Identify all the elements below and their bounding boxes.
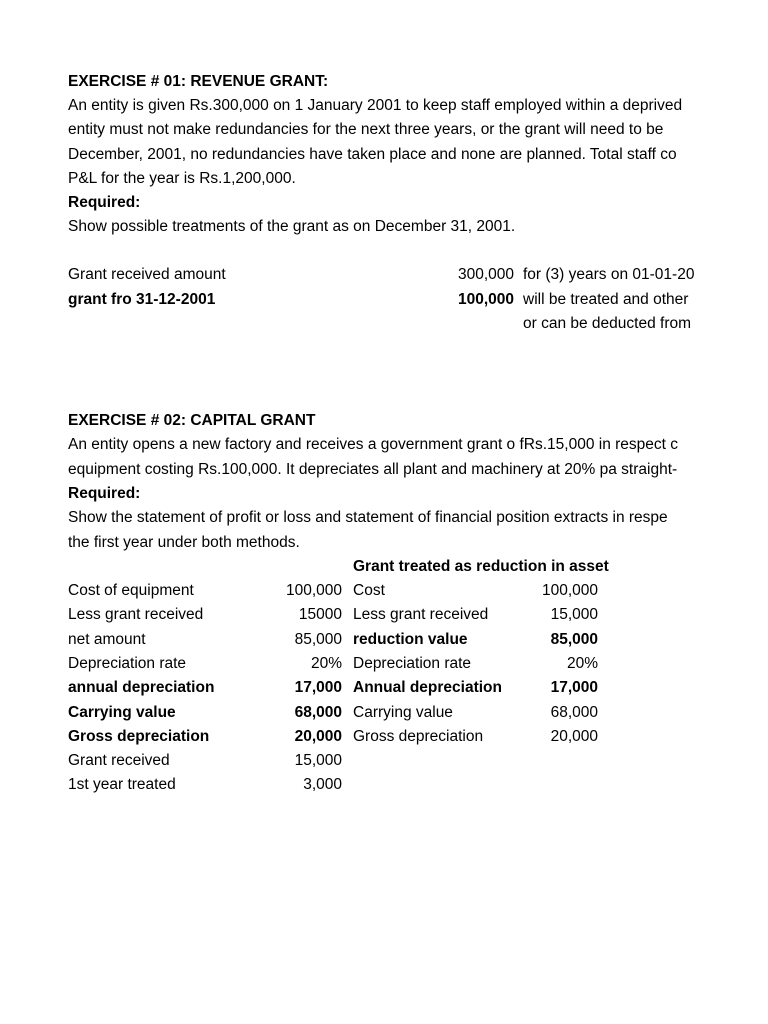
right-table-label: Carrying value xyxy=(353,704,453,721)
right-table-label: Annual depreciation xyxy=(353,679,502,696)
left-table-value: 100,000 xyxy=(285,582,342,599)
grant-period-label: grant fro 31-12-2001 xyxy=(68,291,216,308)
right-table-label: Depreciation rate xyxy=(353,655,472,672)
right-table-label: Gross depreciation xyxy=(353,728,484,745)
exercise1-paragraph-line: December, 2001, no redundancies have taken place and none are planned. Total staff co xyxy=(68,146,677,163)
left-table-label: net amount xyxy=(68,631,146,648)
right-table-label: Less grant received xyxy=(353,606,489,623)
left-table-label: 1st year treated xyxy=(68,776,176,793)
right-table-value: 15,000 xyxy=(550,606,598,623)
right-table-value: 20,000 xyxy=(550,728,598,745)
left-table-value: 85,000 xyxy=(294,631,342,648)
left-table-value: 20% xyxy=(310,655,342,672)
grant-received-value: 300,000 xyxy=(457,266,514,283)
exercise2-required-text: the first year under both methods. xyxy=(68,534,300,551)
exercise1-required-text: Show possible treatments of the grant as on December 31, 2001. xyxy=(68,218,516,235)
left-table-value: 68,000 xyxy=(294,704,342,721)
grant-period-value: 100,000 xyxy=(457,291,514,308)
left-table-value: 15,000 xyxy=(294,752,342,769)
exercise2-paragraph-line: equipment costing Rs.100,000. It depreciates all plant and machinery at 20% pa straight- xyxy=(68,461,678,478)
right-table-value: 85,000 xyxy=(550,631,598,648)
right-table-label: reduction value xyxy=(353,631,468,648)
left-table-label: Less grant received xyxy=(68,606,204,623)
left-table-label: Gross depreciation xyxy=(68,728,210,745)
grant-received-label: Grant received amount xyxy=(68,266,226,283)
left-table-value: 3,000 xyxy=(303,776,342,793)
right-table-value: 20% xyxy=(566,655,598,672)
right-table-value: 17,000 xyxy=(550,679,598,696)
exercise1-paragraph-line: An entity is given Rs.300,000 on 1 January 2001 to keep staff employed within a deprived xyxy=(68,97,683,114)
reduction-method-heading: Grant treated as reduction in asset xyxy=(353,558,609,575)
exercise2-title: EXERCISE # 02: CAPITAL GRANT xyxy=(68,412,316,429)
grant-period-note: will be treated and other xyxy=(523,291,689,308)
left-table-value: 15000 xyxy=(298,606,342,623)
left-table-label: Cost of equipment xyxy=(68,582,194,599)
left-table-label: annual depreciation xyxy=(68,679,215,696)
exercise2-required-text: Show the statement of profit or loss and statement of financial position extracts in respe xyxy=(68,509,668,526)
exercise1-required-label: Required: xyxy=(68,194,141,211)
left-table-label: Carrying value xyxy=(68,704,176,721)
exercise1-paragraph-line: entity must not make redundancies for the next three years, or the grant will need to be xyxy=(68,121,664,138)
left-table-value: 17,000 xyxy=(294,679,342,696)
exercise2-required-label: Required: xyxy=(68,485,141,502)
right-table-value: 100,000 xyxy=(541,582,598,599)
grant-received-note: for (3) years on 01-01-20 xyxy=(523,266,695,283)
exercise2-paragraph-line: An entity opens a new factory and receives a government grant o fRs.15,000 in respect c xyxy=(68,436,679,453)
exercise1-paragraph-line: P&L for the year is Rs.1,200,000. xyxy=(68,170,296,187)
right-table-label: Cost xyxy=(353,582,385,599)
exercise1-title: EXERCISE # 01: REVENUE GRANT: xyxy=(68,73,329,90)
left-table-label: Depreciation rate xyxy=(68,655,187,672)
left-table-label: Grant received xyxy=(68,752,170,769)
left-table-value: 20,000 xyxy=(294,728,342,745)
right-table-value: 68,000 xyxy=(550,704,598,721)
grant-deduction-note: or can be deducted from xyxy=(523,315,692,332)
